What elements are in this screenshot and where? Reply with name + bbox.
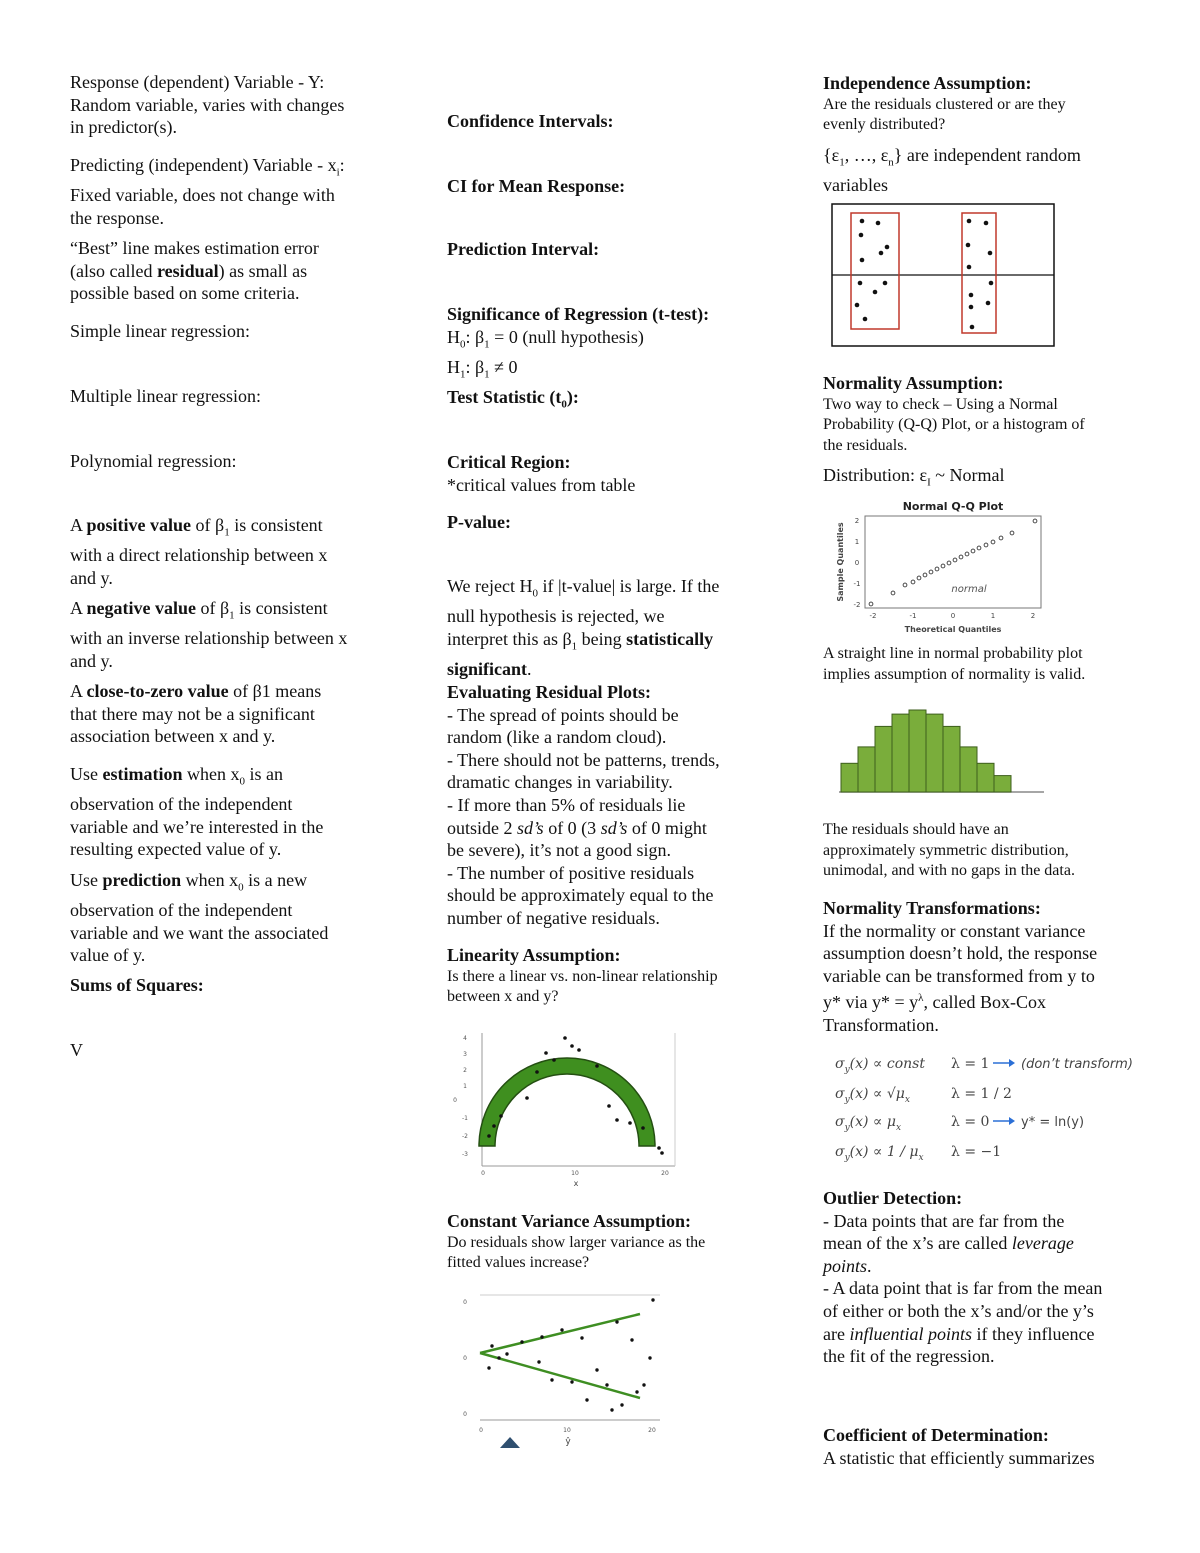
row-3-note: y* = ln(y): [1021, 1115, 1085, 1130]
estimation-note: Use estimation when $x_0$ is an observation of the independent variable and we’re interested in the resulting expected value of y.: [70, 764, 324, 860]
point: [607, 1104, 611, 1108]
point: [967, 265, 972, 270]
y-tick: -2: [462, 1133, 468, 1140]
reject-rule: We reject $H_0$ if |t-value| is large. If the null hypothesis is rejected, we interpret this as $\beta_1$ being statistically significant.: [447, 576, 720, 679]
row-3-relation: $\sigma_y(x) \propto \mu_x$: [835, 1114, 902, 1133]
row-2-relation: $\sigma_y(x) \propto √\mu_x$: [835, 1086, 910, 1105]
point: [570, 1380, 573, 1383]
point: [620, 1403, 623, 1406]
y-tick: -1: [462, 1115, 468, 1122]
y-tick: 1: [463, 1083, 467, 1090]
arrow-head-icon: [1009, 1059, 1015, 1067]
x-tick: 20: [661, 1170, 669, 1177]
point: [991, 540, 995, 544]
point: [577, 1048, 581, 1052]
significance-section: Significance of Regression (t-test): $H_0$: $\beta_1 = 0$ (null hypothesis) $H_1$: $\beta_1 \ne 0$: [447, 304, 710, 381]
point: [628, 1121, 632, 1125]
point: [1033, 519, 1037, 523]
point: [605, 1383, 608, 1386]
row-1-note: (don’t transform): [1021, 1057, 1133, 1072]
close-to-zero-note: A close-to-zero value of β1 means that there may not be a significant association between x and y.: [70, 681, 322, 747]
qq-plot: [829, 496, 1049, 638]
point: [863, 317, 868, 322]
x-axis-label: ŷ: [565, 1437, 571, 1447]
point: [959, 555, 963, 559]
negative-value-note: A negative value of $\beta_1$ is consistent with an inverse relationship between x and y.: [70, 598, 348, 671]
point: [873, 290, 878, 295]
box-cox-table: [833, 1048, 1143, 1166]
point: [535, 1070, 539, 1074]
point: [947, 561, 951, 565]
response-definition: Response (dependent) Variable - Y: Random variable, varies with changes in predictor(s).: [70, 72, 345, 138]
point: [487, 1366, 490, 1369]
qq-x-label: Theoretical Quantiles: [904, 625, 1002, 634]
point: [651, 1298, 654, 1301]
point: [984, 221, 989, 226]
point: [505, 1352, 508, 1355]
point: [499, 1114, 503, 1118]
x-tick: -1: [909, 612, 917, 620]
point: [660, 1151, 664, 1155]
x-tick: 10: [563, 1427, 571, 1434]
y-tick: 0: [463, 1299, 467, 1306]
row-3-lambda: λ = 0: [951, 1114, 990, 1130]
point: [537, 1360, 540, 1363]
box-cox-rows: [835, 1056, 1012, 1163]
y-tick: 2: [854, 517, 860, 525]
x-tick: 0: [950, 612, 956, 620]
y-tick: 2: [463, 1067, 467, 1074]
best-line-definition: “Best” line makes estimation error (also called residual) as small as possible based on some criteria.: [70, 238, 319, 304]
prediction-note: Use prediction when $x_0$ is a new observation of the independent variable and we want the associated value of y.: [70, 870, 329, 966]
point: [966, 243, 971, 248]
point: [988, 251, 993, 256]
y-tick-labels: [463, 1299, 467, 1418]
point: [953, 558, 957, 562]
point: [929, 570, 933, 574]
point: [876, 221, 881, 226]
x-tick: 2: [1030, 612, 1036, 620]
point: [630, 1338, 633, 1341]
point: [490, 1344, 493, 1347]
point: [885, 245, 890, 250]
point: [585, 1398, 588, 1401]
histogram-bar: [960, 747, 977, 792]
p-value-heading: P-value:: [447, 512, 511, 532]
residual-histogram: [839, 700, 1049, 798]
point: [986, 301, 991, 306]
simple-linear-regression-label: Simple linear regression:: [70, 321, 250, 341]
y-tick: -3: [462, 1151, 468, 1158]
point: [552, 1058, 556, 1062]
y-tick: 0: [854, 559, 860, 567]
point: [563, 1036, 567, 1040]
x-tick: 20: [648, 1427, 656, 1434]
row-4-relation: $\sigma_y(x) \propto 1 / \mu_x$: [835, 1144, 924, 1163]
point: [859, 233, 864, 238]
x-tick: 0: [479, 1427, 483, 1434]
prediction-interval-heading: Prediction Interval:: [447, 239, 600, 259]
histogram-bar: [943, 726, 960, 792]
x-tick: 10: [571, 1170, 579, 1177]
point: [487, 1134, 491, 1138]
histogram-bar: [841, 763, 858, 792]
point: [648, 1356, 651, 1359]
point: [977, 546, 981, 550]
histogram-bar: [909, 710, 926, 792]
row-1-relation: $\sigma_y(x)$ ∝ const: [835, 1056, 925, 1075]
linearity-plot: [447, 1028, 687, 1193]
polynomial-regression-label: Polynomial regression:: [70, 451, 237, 471]
point: [969, 293, 974, 298]
point: [860, 258, 865, 263]
histogram-note: The residuals should have an approximately symmetric distribution, unimodal, and with no gaps in the data.: [823, 821, 1075, 879]
x-tick-labels: [479, 1427, 656, 1434]
point: [984, 543, 988, 547]
point: [858, 281, 863, 286]
point: [965, 552, 969, 556]
arc-band: [479, 1058, 655, 1146]
independence-section: Independence Assumption: Are the residuals clustered or are they evenly distributed? {$\varepsilon_1$, …, $\varepsilon_n$} are independent random variables: [823, 73, 1081, 195]
coefficient-of-determination: Coefficient of Determination: A statistic that efficiently summarizes: [823, 1425, 1095, 1468]
qq-title: Normal Q-Q Plot: [902, 500, 1004, 513]
y-tick: 0: [453, 1097, 457, 1104]
point: [967, 219, 972, 224]
qq-x-ticks: [870, 612, 1036, 620]
point: [883, 281, 888, 286]
point: [903, 583, 907, 587]
point: [497, 1356, 500, 1359]
point: [635, 1390, 638, 1393]
y-tick: 4: [463, 1035, 467, 1042]
row-1-lambda: λ = 1: [951, 1056, 990, 1072]
histogram-bar: [994, 776, 1011, 792]
point: [1010, 531, 1014, 535]
y-tick: 0: [463, 1411, 467, 1418]
point: [869, 602, 873, 606]
point: [520, 1340, 523, 1343]
histogram-bar: [858, 747, 875, 792]
point: [935, 567, 939, 571]
point: [911, 580, 915, 584]
point: [595, 1368, 598, 1371]
evaluating-residual-plots: Evaluating Residual Plots: - The spread of points should be random (like a random cloud). - There should not be patterns, trends, dramatic changes in variability. - If more than 5% of residuals lie outside 2 sd’s of 0 (3 sd’s of 0 might be severe), it’s not a good sign. - The number of positive residuals should be approximately equal to the number of negative residuals.: [447, 682, 720, 928]
x-tick: 1: [990, 612, 996, 620]
stray-letter-v: V: [70, 1040, 83, 1060]
point: [525, 1096, 529, 1100]
y-tick: -1: [853, 580, 861, 588]
x-axis-label: x: [573, 1179, 579, 1188]
point: [544, 1051, 548, 1055]
outlier-detection: Outlier Detection: - Data points that are far from the mean of the x’s are called leverage points. - A data point that is far from the mean of either or both the x’s and/or the y’s are influential points if they influence the fit of the regression.: [823, 1188, 1103, 1367]
point: [560, 1328, 563, 1331]
point: [917, 576, 921, 580]
straight-line-note: A straight line in normal probability plot implies assumption of normality is valid.: [823, 645, 1086, 683]
point: [891, 591, 895, 595]
x-tick-labels: [481, 1170, 669, 1177]
qq-y-ticks: [854, 517, 861, 609]
point: [615, 1320, 618, 1323]
point: [570, 1044, 574, 1048]
lower-trend-line: [480, 1353, 640, 1398]
point: [492, 1124, 496, 1128]
arrow-head-icon: [1009, 1117, 1015, 1125]
confidence-intervals-heading: Confidence Intervals:: [447, 111, 614, 131]
point: [610, 1408, 613, 1411]
point: [550, 1378, 553, 1381]
y-tick: 1: [854, 538, 860, 546]
point: [657, 1146, 661, 1150]
constant-variance-section: Constant Variance Assumption: Do residuals show larger variance as the fitted values increase?: [447, 1211, 706, 1272]
positive-value-note: A positive value of $\beta_1$ is consistent with a direct relationship between x and y.: [70, 515, 328, 588]
point: [971, 549, 975, 553]
histogram-bar: [926, 714, 943, 792]
point: [615, 1118, 619, 1122]
histogram-bar: [875, 726, 892, 792]
qq-inline-label: normal: [951, 584, 987, 595]
y-tick: -2: [853, 601, 861, 609]
normality-transformations: Normality Transformations: If the normality or constant variance assumption doesn’t hold, the response variable can be transformed from y to y* via $y* = y^\lambda$, called Box-Cox Transformation.: [823, 898, 1098, 1035]
qq-y-label: Sample Quantiles: [836, 522, 845, 602]
point: [970, 325, 975, 330]
point: [860, 219, 865, 224]
y-tick: 0: [463, 1355, 467, 1362]
point: [989, 281, 994, 286]
point: [923, 573, 927, 577]
point: [969, 305, 974, 310]
point: [941, 564, 945, 568]
x-tick: -2: [869, 612, 877, 620]
y-tick: 3: [463, 1051, 467, 1058]
independence-plot: [831, 203, 1057, 350]
y-tick-labels: [453, 1035, 468, 1158]
point: [540, 1335, 543, 1338]
point: [999, 536, 1003, 540]
critical-region-section: Critical Region: *critical values from table: [447, 452, 636, 495]
multiple-linear-regression-label: Multiple linear regression:: [70, 386, 261, 406]
point: [879, 251, 884, 256]
point: [855, 303, 860, 308]
test-statistic-heading: Test Statistic $(t_0)$:: [447, 387, 579, 411]
point: [641, 1126, 645, 1130]
point: [595, 1064, 599, 1068]
row-2-lambda: λ = 1 / 2: [951, 1086, 1012, 1102]
ci-mean-response-heading: CI for Mean Response:: [447, 176, 626, 196]
point: [580, 1336, 583, 1339]
x-tick: 0: [481, 1170, 485, 1177]
normality-section: Normality Assumption: Two way to check – Using a Normal Probability (Q-Q) Plot, or a histogram of the residuals. Distribution: $\varepsilon_I$ ~ Normal: [823, 373, 1085, 489]
row-4-lambda: λ = −1: [951, 1144, 1002, 1160]
predicting-definition: Predicting (independent) Variable - $x_i$: Fixed variable, does not change with the response.: [70, 155, 345, 228]
upper-trend-line: [480, 1314, 640, 1353]
histogram-bar: [892, 714, 909, 792]
linearity-section: Linearity Assumption: Is there a linear vs. non-linear relationship between x and y?: [447, 945, 718, 1006]
constant-variance-plot: [447, 1290, 672, 1450]
histogram-bar: [977, 763, 994, 792]
point: [642, 1383, 645, 1386]
sums-of-squares-heading: Sums of Squares:: [70, 975, 204, 995]
scroll-up-arrow-icon[interactable]: [500, 1437, 520, 1448]
